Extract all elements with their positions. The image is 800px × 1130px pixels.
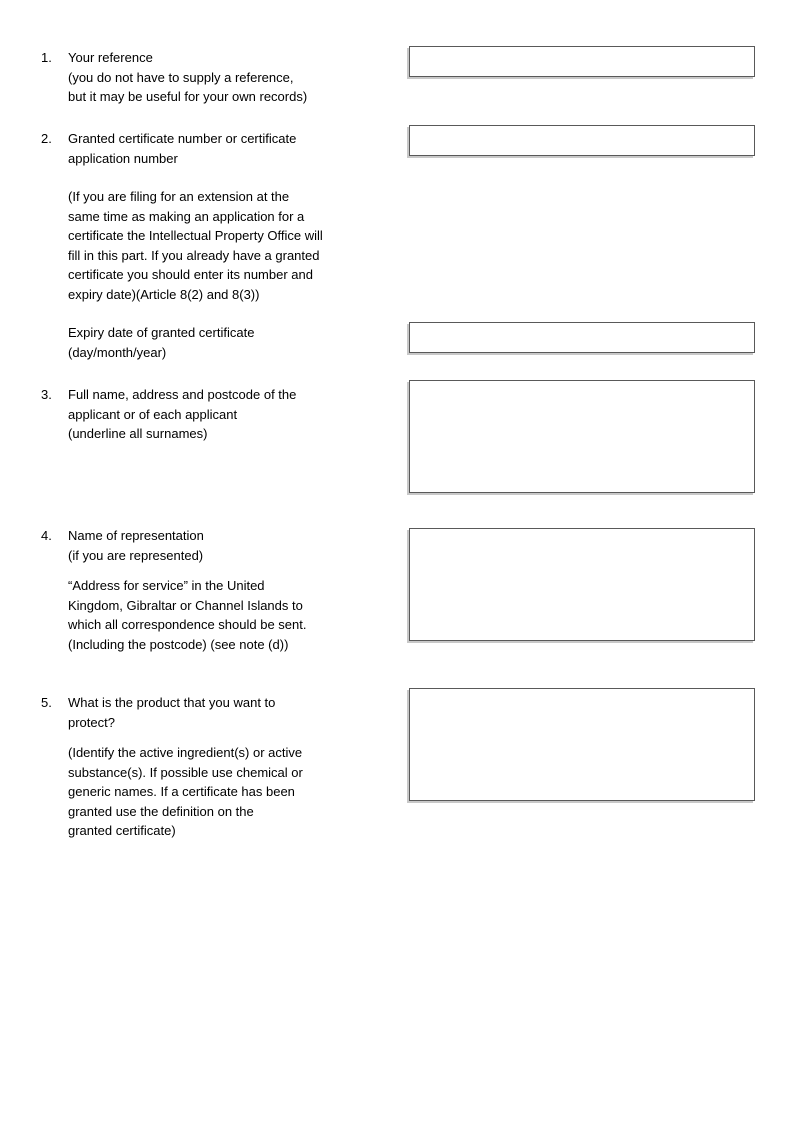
question-4-note	[68, 576, 401, 654]
question-4-note-line-2: Kingdom, Gibraltar or Channel Islands to	[68, 597, 303, 613]
representation-address-input[interactable]	[409, 528, 755, 641]
question-2-note	[68, 187, 401, 304]
question-5-title	[68, 693, 401, 732]
question-3-title-line-3: (underline all surnames)	[68, 426, 208, 441]
question-1-number: 1.	[41, 50, 52, 65]
question-2-title	[68, 129, 401, 168]
question-2-expiry-label-line-1: Expiry date of granted certificate	[68, 325, 255, 340]
question-3-title	[68, 385, 401, 444]
question-3-title-line-1: Full name, address and postcode of the	[68, 387, 297, 402]
question-4-note-line-1: “Address for service” in the United	[68, 578, 265, 593]
question-3-title-line-2: applicant or of each applicant	[68, 406, 238, 422]
question-2-note-line-6: expiry date)(Article 8(2) and 8(3))	[68, 286, 260, 302]
question-5	[41, 693, 401, 841]
question-1-title-line-1: Your reference	[68, 50, 153, 65]
question-4-number: 4.	[41, 528, 52, 543]
question-3-number: 3.	[41, 387, 52, 402]
question-4-header	[41, 526, 401, 565]
question-1-note-line-1: (you do not have to supply a reference,	[68, 69, 294, 85]
your-reference-input[interactable]	[409, 46, 755, 77]
question-2-note-line-3: certificate the Intellectual Property Office will	[68, 228, 323, 243]
question-2-number: 2.	[41, 131, 52, 146]
question-2	[41, 129, 401, 362]
question-2-note-line-1: (If you are filing for an extension at the	[68, 189, 290, 204]
question-4-note-line-3: which all correspondence should be sent.	[68, 617, 307, 632]
question-4-title-line-2: (if you are represented)	[68, 547, 204, 563]
question-5-note	[68, 743, 401, 841]
question-5-number: 5.	[41, 695, 52, 710]
question-2-title-line-2: application number	[68, 150, 178, 166]
question-5-note-line-2: substance(s). If possible use chemical or	[68, 764, 303, 780]
question-5-note-line-4: granted use the definition on the	[68, 803, 254, 819]
question-5-note-line-1: (Identify the active ingredient(s) or active	[68, 745, 303, 760]
question-1-header	[41, 48, 401, 107]
question-2-title-line-1: Granted certificate number or certificate	[68, 131, 297, 146]
question-2-note-line-4: fill in this part. If you already have a granted	[68, 247, 320, 263]
question-4-title	[68, 526, 401, 565]
question-1-title	[68, 48, 401, 107]
question-2-note-line-2: same time as making an application for a	[68, 208, 305, 224]
expiry-date-input[interactable]	[409, 322, 755, 353]
question-4-note-line-4: (Including the postcode) (see note (d))	[68, 636, 289, 652]
question-2-expiry-label-line-2: (day/month/year)	[68, 344, 167, 360]
question-5-note-line-3: generic names. If a certificate has been	[68, 784, 295, 799]
question-1	[41, 48, 401, 107]
question-5-title-line-2: protect?	[68, 714, 115, 730]
question-3	[41, 385, 401, 444]
question-3-header	[41, 385, 401, 444]
question-4	[41, 526, 401, 654]
certificate-number-input[interactable]	[409, 125, 755, 156]
applicant-details-input[interactable]	[409, 380, 755, 493]
question-1-note-line-2: but it may be useful for your own records)	[68, 89, 308, 104]
question-5-title-line-1: What is the product that you want to	[68, 695, 276, 710]
question-4-title-line-1: Name of representation	[68, 528, 204, 543]
question-2-expiry-label	[68, 323, 401, 362]
product-description-input[interactable]	[409, 688, 755, 801]
question-5-note-line-5: granted certificate)	[68, 823, 176, 838]
question-2-header	[41, 129, 401, 168]
question-2-note-line-5: certificate you should enter its number and	[68, 267, 313, 282]
question-5-header	[41, 693, 401, 732]
